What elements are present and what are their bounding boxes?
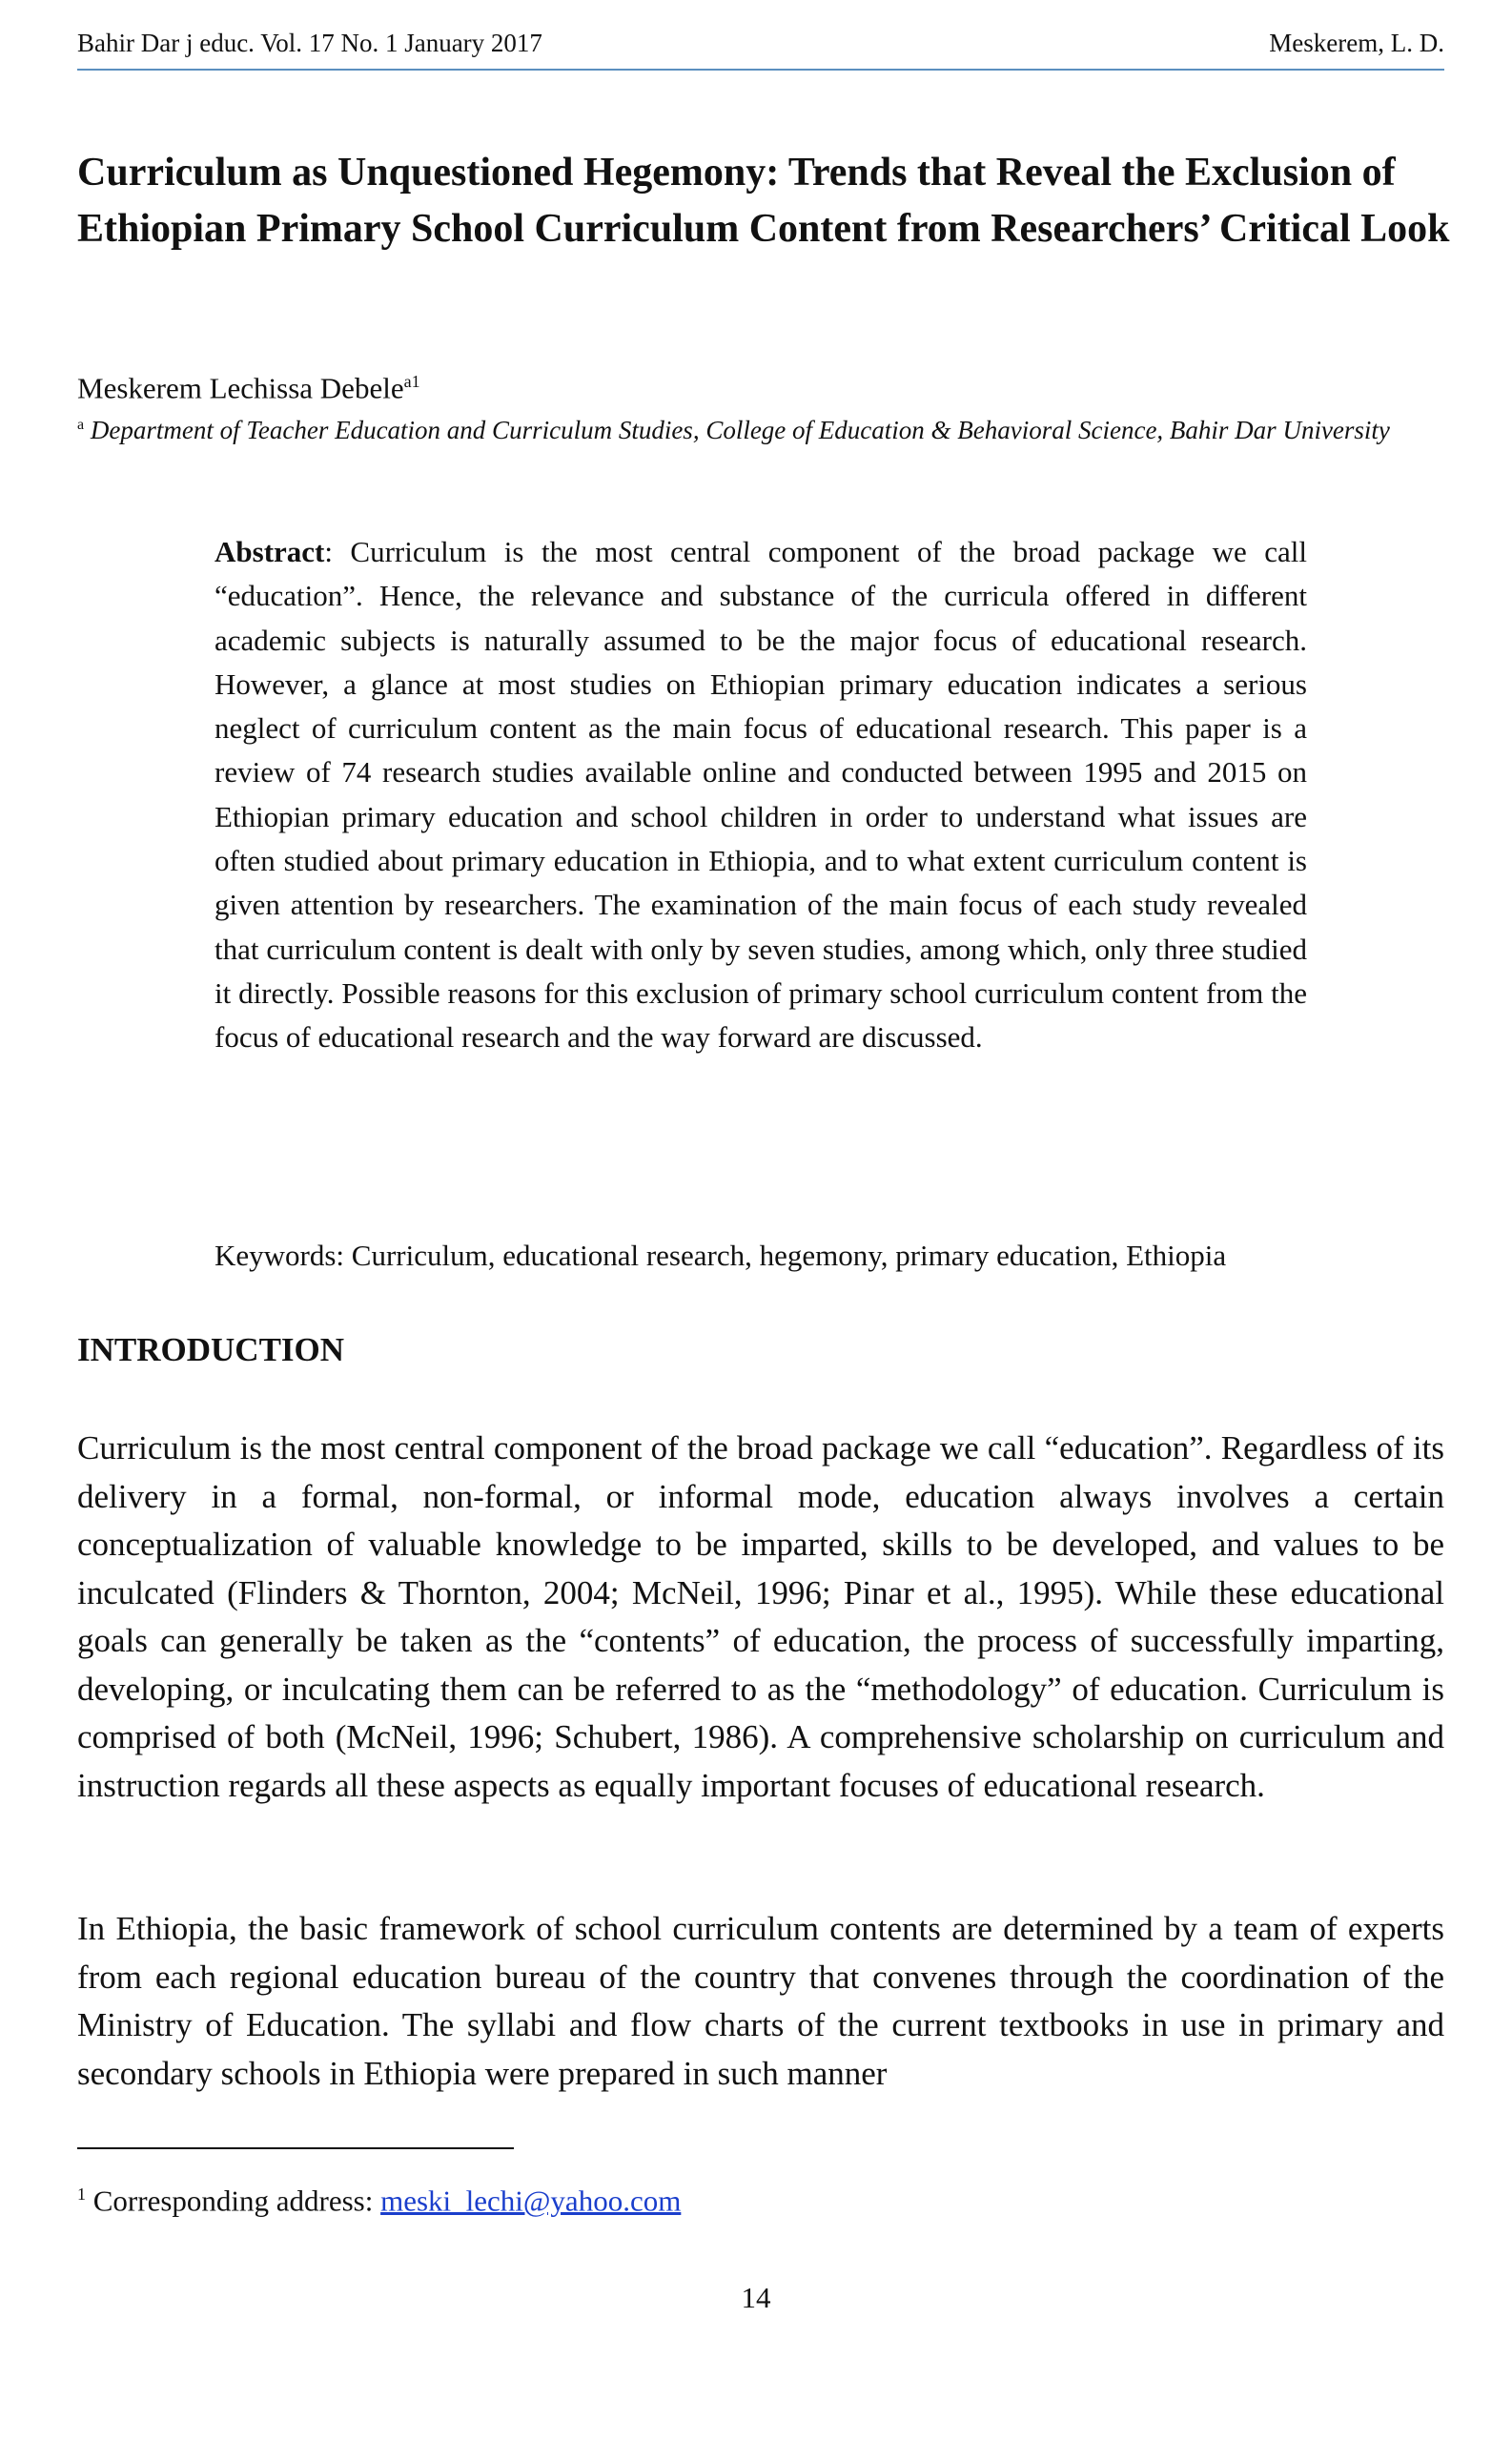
affiliation-text: Department of Teacher Education and Curriculum Studies, College of Education & Behavioral Science, Bahir Dar University: [90, 416, 1390, 444]
section-heading-introduction: INTRODUCTION: [77, 1331, 345, 1368]
keywords: Keywords: Curriculum, educational research, hegemony, primary education, Ethiopia: [215, 1239, 1227, 1272]
footnote-rule: [77, 2147, 514, 2149]
affiliation-marker: a: [77, 417, 85, 433]
affiliation: [77, 405, 1446, 450]
paper-title: Curriculum as Unquestioned Hegemony: Trends that Reveal the Exclusion of Ethiopian Primary School Curriculum Content from Researchers’ Critical Look: [77, 151, 1450, 251]
author-name: Meskerem Lechissa Debele: [77, 371, 404, 405]
body-paragraph: Curriculum is the most central component of the broad package we call “education”. Regardless of its delivery in a formal, non-formal, or informal mode, education always involves a certain conceptualization of valuable knowledge to be imparted, skills to be developed, and values to be inculcated (Flinders & Thornton, 2004; McNeil, 1996; Pinar et al., 1995). While these educational goals can generally be taken as the “contents” of education, the process of successfully imparting, developing, or inculcating them can be referred to as the “methodology” of education. Curriculum is comprised of both (McNeil, 1996; Schubert, 1986). A comprehensive scholarship on curriculum and instruction regards all these aspects as equally important focuses of educational research.: [77, 1429, 1444, 1804]
email-link[interactable]: meski_lechi@yahoo.com: [380, 2184, 682, 2218]
running-header: [77, 27, 1444, 59]
footnote: [77, 2175, 681, 2220]
header-rule: [77, 69, 1444, 71]
running-author: Meskerem, L. D.: [1269, 29, 1444, 57]
footnote-marker: 1: [77, 2185, 86, 2204]
page-number: 14: [741, 2281, 771, 2314]
journal-citation: Bahir Dar j educ. Vol. 17 No. 1 January 2017: [77, 29, 542, 57]
abstract-text: : Curriculum is the most central component of the broad package we call “education”. Hence, the relevance and substance of the curricula offered in different academic subjects is naturally assumed to be the major focus of educational research. However, a glance at most studies on Ethiopian primary education indicates a serious neglect of curriculum content as the main focus of educational research. This paper is a review of 74 research studies available online and conducted between 1995 and 2015 on Ethiopian primary education and school children in order to understand what issues are often studied about primary education in Ethiopia, and to what extent curriculum content is given attention by researchers. The examination of the main focus of each study revealed that curriculum content is dealt with only by seven studies, among which, only three studied it directly. Possible reasons for this exclusion of primary school curriculum content from the focus of educational research and the way forward are discussed.: [215, 535, 1307, 1055]
body-paragraph: In Ethiopia, the basic framework of school curriculum contents are determined by a team of experts from each regional education bureau of the country that convenes through the coordination of the Ministry of Education. The syllabi and flow charts of the current textbooks in use in primary and secondary schools in Ethiopia were prepared in such manner: [77, 1910, 1444, 2092]
abstract-label: Abstract: [215, 535, 325, 568]
author-marker: a1: [403, 372, 420, 391]
abstract: [215, 530, 1307, 1060]
footnote-label: Corresponding address:: [92, 2184, 381, 2218]
author-line: [77, 363, 420, 406]
